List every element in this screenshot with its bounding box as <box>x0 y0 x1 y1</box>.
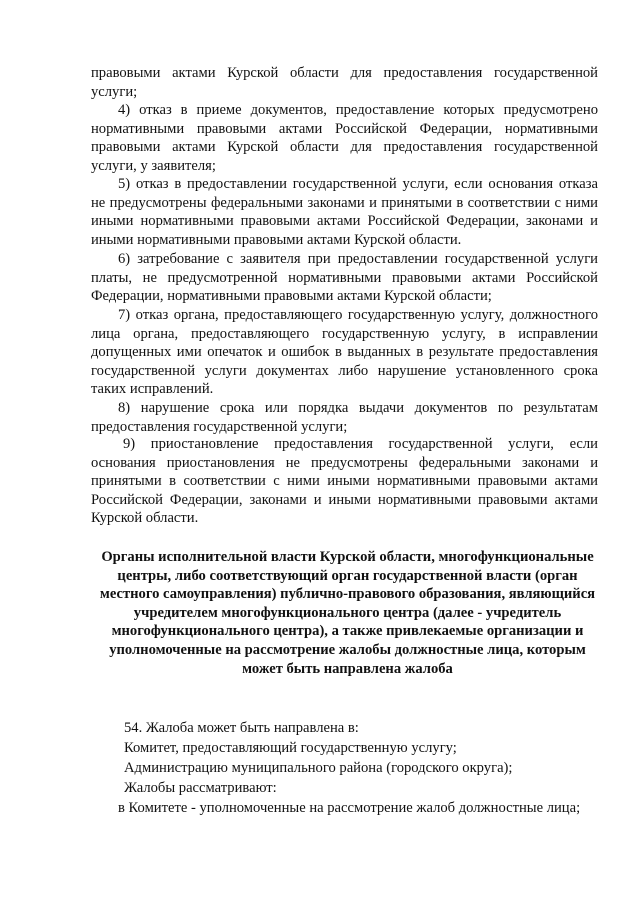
paragraph-item-6: 6) затребование с заявителя при предоставлении государственной услуги платы, не предусмотренной нормативными правовыми актами Российской Федерации, нормативными правовыми актами Курской области; <box>91 251 598 305</box>
line-administration: Администрацию муниципального района (городского округа); <box>124 760 513 776</box>
paragraph-item-8: 8) нарушение срока или порядка выдачи документов по результатам предоставления государственной услуги; <box>91 400 598 435</box>
line-review: Жалобы рассматривают: <box>124 780 277 796</box>
paragraph-committee-officials: в Комитете - уполномоченные на рассмотрение жалоб должностные лица; <box>118 800 581 816</box>
line-committee: Комитет, предоставляющий государственную услугу; <box>124 740 457 756</box>
paragraph-item-7: 7) отказ органа, предоставляющего государственную услугу, должностного лица органа, предоставляющего государственную услугу, в исправлении допущенных ими опечаток и ошибок в выданных в результате предоставления государственной услуги документах либо нарушение установленного срока таких исправлений. <box>91 307 598 398</box>
paragraph-intro: правовыми актами Курской области для предоставления государственной услуги; <box>91 65 598 100</box>
paragraph-54: 54. Жалоба может быть направлена в: <box>124 720 359 736</box>
paragraph-item-4: 4) отказ в приеме документов, предоставление которых предусмотрено нормативными правовыми актами Российской Федерации, нормативными правовыми актами Курской области для предоставления государственной услуги, у заявителя; <box>91 102 598 174</box>
paragraph-item-9: 9) приостановление предоставления государственной услуги, если основания приостановления не предусмотрены федеральными законами и принятыми в соответствии с ними иными нормативными правовыми актами Российской Федерации, законами и иными нормативными правовыми актами Курской области. <box>91 436 598 527</box>
paragraph-item-5: 5) отказ в предоставлении государственной услуги, если основания отказа не предусмотрены федеральными законами и принятыми в соответствии с ними иными нормативными правовыми актами Российской Федерации, законами и иными нормативными правовыми актами Курской области. <box>91 176 598 248</box>
section-heading: Органы исполнительной власти Курской области, многофункциональные центры, либо соответствующий орган государственной власти (орган местного самоуправления) публично-правового образования, являющийся учредителем многофункционального центра (далее - учредитель многофункционального центра), а также привлекаемые организации и уполномоченные на рассмотрение жалобы должностные лица, которым может быть направлена жалоба <box>99 549 596 677</box>
